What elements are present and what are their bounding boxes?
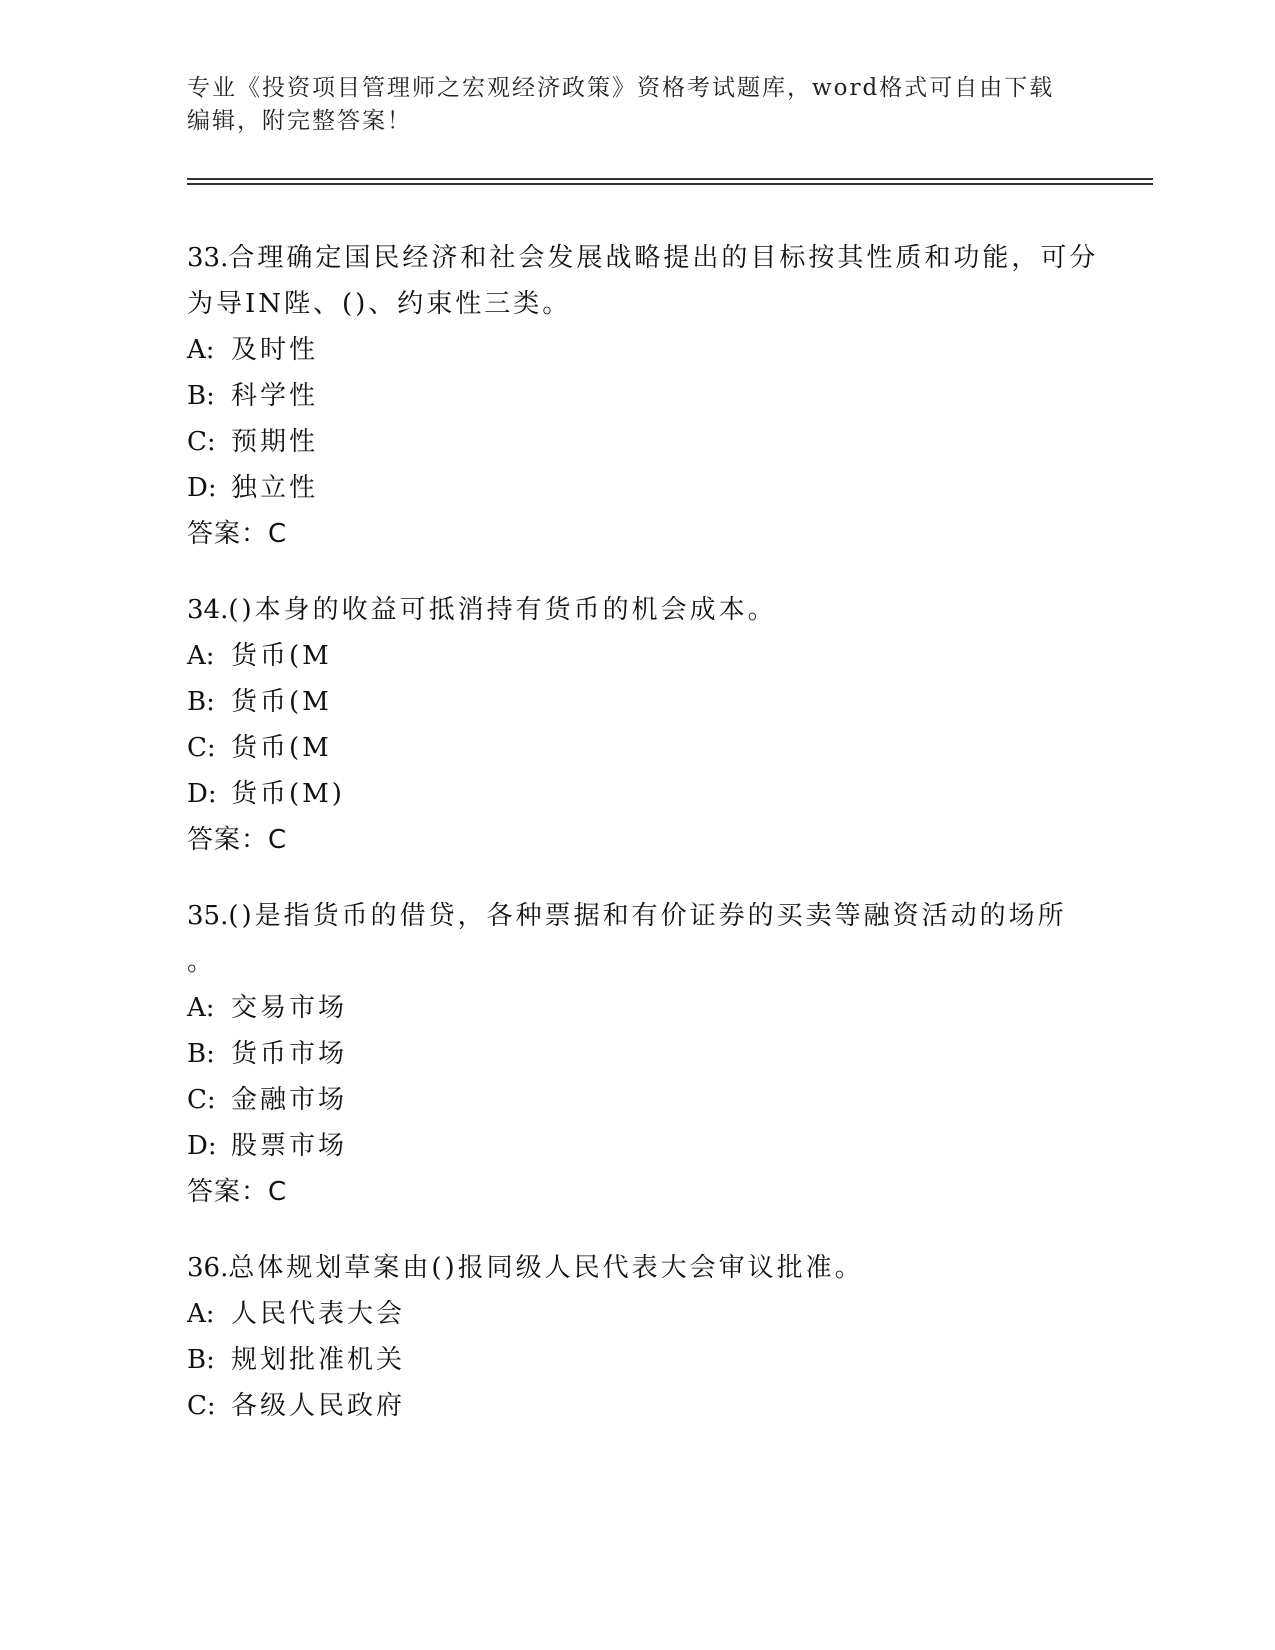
- option-c: [187, 419, 1107, 465]
- option-a: [187, 327, 1107, 373]
- question-stem: [187, 893, 1107, 939]
- question-number: 33.: [187, 243, 229, 273]
- option-text: 货币(M: [231, 687, 332, 717]
- option-key: B:: [187, 1345, 215, 1375]
- option-c: [187, 1383, 1107, 1429]
- option-key: C:: [187, 733, 216, 763]
- question-text: 总体规划草案由()报同级人民代表大会审议批准。: [228, 1253, 864, 1283]
- option-text: 交易市场: [231, 993, 348, 1023]
- option-d: [187, 465, 1107, 511]
- option-key: C:: [187, 1391, 216, 1421]
- header-divider-top: [187, 178, 1153, 180]
- option-text: 各级人民政府: [231, 1391, 406, 1421]
- question-stem: [187, 1245, 1107, 1291]
- option-b: [187, 1337, 1107, 1383]
- option-d: [187, 771, 1107, 817]
- option-b: [187, 679, 1107, 725]
- question-text: ()是指货币的借贷，各种票据和有价证券的买卖等融资活动的场所: [228, 901, 1067, 931]
- option-key: B:: [187, 687, 215, 717]
- option-b: [187, 1031, 1107, 1077]
- option-b: [187, 373, 1107, 419]
- question-stem-tail: 。: [187, 947, 217, 977]
- option-key: D:: [187, 1131, 217, 1161]
- option-key: B:: [187, 1039, 215, 1069]
- option-text: 货币市场: [231, 1039, 348, 1069]
- option-a: [187, 985, 1107, 1031]
- answer-label: 答案：: [187, 1177, 269, 1207]
- option-text: 及时性: [231, 335, 319, 365]
- option-key: B:: [187, 381, 215, 411]
- question-stem: [187, 587, 1107, 633]
- question-35: [187, 893, 1107, 1215]
- option-list: [187, 633, 1107, 817]
- answer: [187, 817, 1107, 863]
- question-stem: [187, 235, 1107, 327]
- option-text: 货币(M): [231, 779, 345, 809]
- option-a: [187, 633, 1107, 679]
- answer: [187, 1169, 1107, 1215]
- header-divider-bottom: [187, 183, 1153, 185]
- option-text: 独立性: [231, 473, 319, 503]
- answer-label: 答案：: [187, 825, 269, 855]
- option-text: 预期性: [231, 427, 319, 457]
- question-list: [187, 235, 1107, 1459]
- question-number: 35.: [187, 901, 229, 931]
- question-text: ()本身的收益可抵消持有货币的机会成本。: [228, 595, 777, 625]
- question-36: [187, 1245, 1107, 1429]
- option-key: C:: [187, 427, 216, 457]
- option-list: [187, 985, 1107, 1169]
- option-text: 金融市场: [231, 1085, 348, 1115]
- answer: [187, 511, 1107, 557]
- option-c: [187, 725, 1107, 771]
- option-key: C:: [187, 1085, 216, 1115]
- question-33: [187, 235, 1107, 557]
- option-text: 人民代表大会: [231, 1299, 406, 1329]
- question-number: 34.: [187, 595, 229, 625]
- option-key: A:: [187, 335, 215, 365]
- document-intro: 专业《投资项目管理师之宏观经济政策》资格考试题库，word格式可自由下载编辑，附完整答案！: [187, 75, 1055, 134]
- option-list: [187, 327, 1107, 511]
- answer-value: C: [268, 1177, 288, 1207]
- answer-label: 答案：: [187, 519, 269, 549]
- option-list: [187, 1291, 1107, 1429]
- option-text: 股票市场: [231, 1131, 348, 1161]
- option-text: 货币(M: [231, 733, 332, 763]
- option-key: A:: [187, 641, 215, 671]
- answer-value: C: [268, 825, 288, 855]
- option-text: 科学性: [231, 381, 319, 411]
- option-key: A:: [187, 1299, 215, 1329]
- answer-value: C: [268, 519, 288, 549]
- option-a: [187, 1291, 1107, 1337]
- option-c: [187, 1077, 1107, 1123]
- option-key: D:: [187, 779, 217, 809]
- question-34: [187, 587, 1107, 863]
- option-key: D:: [187, 473, 217, 503]
- option-text: 货币(M: [231, 641, 332, 671]
- option-key: A:: [187, 993, 215, 1023]
- option-text: 规划批准机关: [231, 1345, 406, 1375]
- question-number: 36.: [187, 1253, 229, 1283]
- question-text: 合理确定国民经济和社会发展战略提出的目标按其性质和功能，可分为导IN陛、()、约束性三类。: [187, 243, 1099, 319]
- option-d: [187, 1123, 1107, 1169]
